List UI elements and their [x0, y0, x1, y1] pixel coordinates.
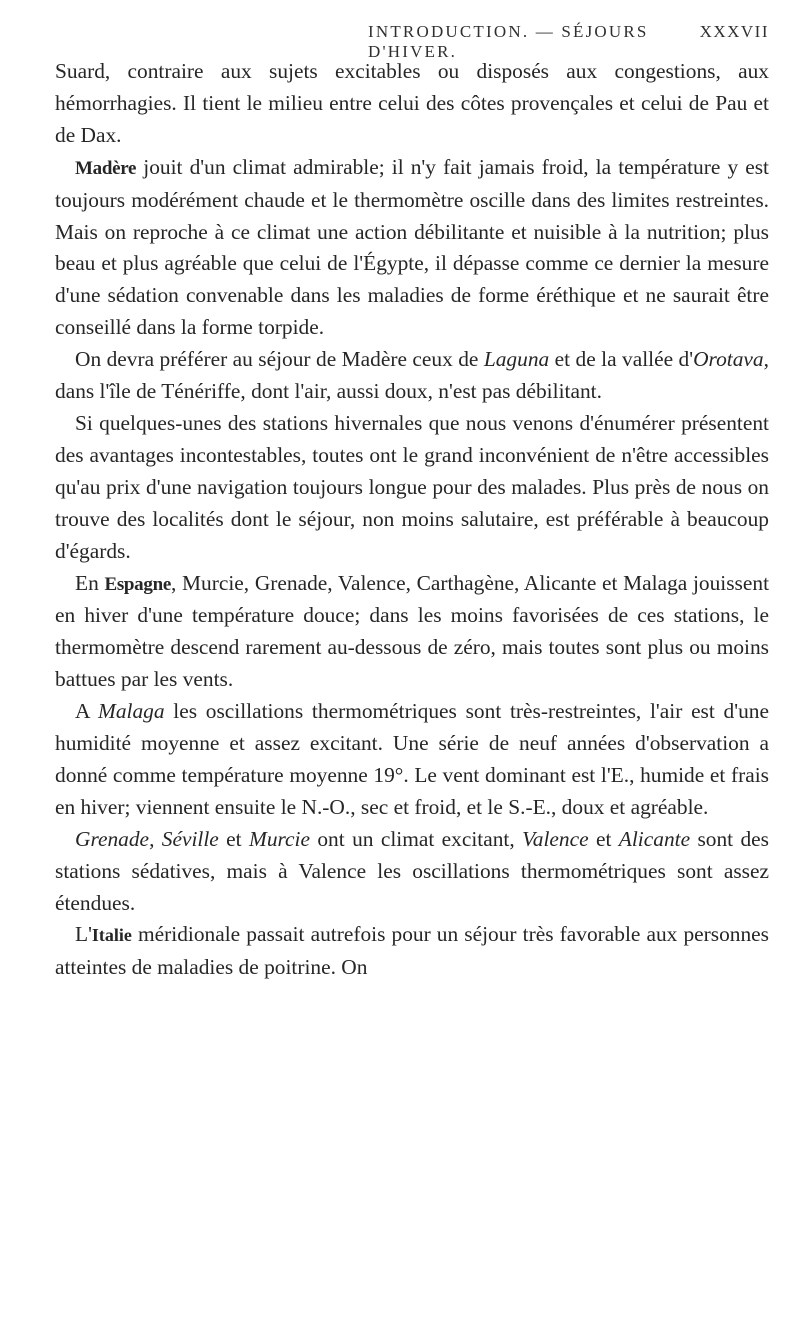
paragraph-madere — [55, 152, 769, 344]
paragraph-malaga — [55, 696, 769, 824]
paragraph-italie — [55, 919, 769, 984]
paragraph-text: jouit d'un climat admirable; il n'y fait jamais froid, la température y est toujours modérément chaude et le thermomètre oscille dans des limites restreintes. Mais on reproche à ce climat une action débilitante et nuisible à la nutrition; plus beau et plus agréable que celui de l'Égypte, il dépasse comme ce dernier la mesure d'une sédation convenable dans les maladies de forme éréthique et ne saurait être conseillé dans la forme torpide. — [55, 154, 769, 340]
place-grenade: Grenade — [75, 826, 150, 851]
book-page — [55, 22, 769, 984]
paragraph-text: ont un climat excitant, — [309, 826, 523, 851]
separator: , — [149, 826, 162, 851]
paragraph-text: Si quelques-unes des stations hivernales que nous venons d'énumérer présentent des avantages incontestables, toutes ont le grand inconvénient de n'être accessibles qu'au prix d'une navigation toujours longue pour des malades. Plus près de nous on trouve des localités dont le séjour, non moins salutaire, est préférable à beaucoup d'égards. — [55, 410, 769, 563]
paragraph-stations — [55, 408, 769, 568]
paragraph-suard — [55, 56, 769, 152]
paragraph-laguna — [55, 344, 769, 408]
body-text — [55, 56, 769, 984]
paragraph-text: les oscillations thermométriques sont très-restreintes, l'air est d'une humidité moyenne et assez excitant. Une série de neuf années d'observation a donné comme température moyenne 19°. Le vent dominant est l'E., humide et frais en hiver; viennent ensuite le N.-O., sec et froid, et le S.-E., doux et agréable. — [55, 699, 769, 819]
paragraph-text: En — [75, 570, 105, 595]
paragraph-text: , Murcie, Grenade, Valence, Carthagène, Alicante et Malaga jouissent en hiver d'une température douce; dans les moins favorisées de ces stations, le thermomètre descend rarement au-dessous de zéro, mais toutes sont plus ou moins battues par les vents. — [55, 570, 770, 692]
runin-madere: Madère — [75, 157, 137, 179]
paragraph-text: A — [75, 699, 98, 724]
paragraph-text: et — [588, 826, 619, 851]
paragraph-text: On devra préférer au séjour de Madère ceux de — [75, 347, 484, 372]
place-alicante: Alicante — [618, 826, 691, 851]
place-murcie: Murcie — [249, 826, 310, 851]
place-laguna: Laguna — [483, 347, 550, 372]
place-malaga: Malaga — [98, 699, 165, 724]
paragraph-text: sont des stations sédatives, mais à Valence les oscillations thermométriques sont assez étendues. — [55, 826, 769, 915]
running-head — [55, 22, 769, 61]
runin-italie: Italie — [91, 925, 132, 946]
paragraph-espagne — [55, 568, 769, 697]
place-valence: Valence — [522, 826, 589, 851]
paragraph-text: et — [218, 826, 249, 851]
runin-espagne: Espagne — [104, 573, 171, 595]
paragraph-text: et de la vallée d' — [549, 347, 694, 372]
paragraph-text: Suard, contraire aux sujets excitables ou disposés aux congestions, aux hémorrhagies. Il tient le milieu entre celui des côtes provençales et celui de Pau et de Dax. — [55, 59, 769, 147]
running-head-title: INTRODUCTION. — SÉJOURS D'HIVER. — [368, 22, 649, 61]
paragraph-text: L' — [75, 922, 92, 947]
paragraph-text: méridionale passait autrefois pour un séjour très favorable aux personnes atteintes de maladies de poitrine. On — [55, 922, 769, 980]
place-seville: Séville — [161, 826, 219, 851]
paragraph-grenade — [55, 824, 769, 920]
page-number: XXXVII — [699, 22, 769, 41]
paragraph-text: , dans l'île de Ténériffe, dont l'air, aussi doux, n'est pas débilitant. — [55, 347, 769, 404]
place-orotava: Orotava — [693, 347, 764, 372]
